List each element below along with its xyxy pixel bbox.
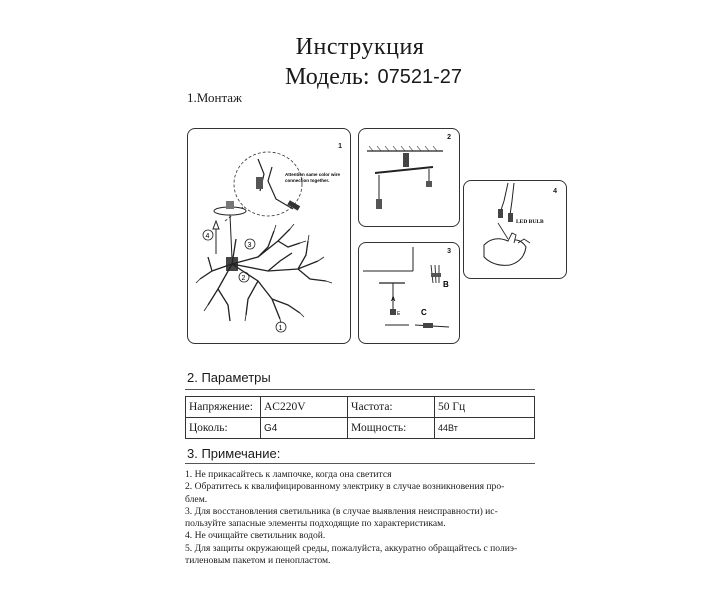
led-bulb-label: LED BULB	[516, 219, 544, 225]
note-line: блем.	[185, 493, 208, 505]
mounting-diagram-panel-3	[358, 242, 460, 344]
socket-label: Цоколь:	[186, 418, 261, 439]
model-label: Модель:	[285, 64, 370, 90]
connector-label-c: C	[421, 308, 427, 317]
step-4-label: 4	[205, 233, 210, 240]
note-line: пользуйте запасные элементы подходящие по характеристикам.	[185, 518, 446, 530]
chandelier-assembly-illustration	[188, 129, 350, 343]
notes-list	[185, 469, 545, 567]
power-label: Мощность:	[348, 418, 435, 439]
divider	[185, 389, 535, 390]
panel-number: 4	[553, 188, 557, 195]
model-line	[285, 64, 462, 91]
parameters-table	[185, 396, 535, 439]
table-row	[186, 418, 535, 439]
step-2-label: 2	[241, 275, 246, 282]
wire-connection-illustration	[359, 243, 459, 343]
note-line: 4. Не очищайте светильник водой.	[185, 530, 326, 542]
note-line: тиленовым пакетом и пенопластом.	[185, 555, 331, 567]
document-title: Инструкция	[295, 34, 425, 60]
panel-number: 3	[447, 248, 451, 255]
power-value: 44Вт	[435, 418, 535, 439]
note-line: 1. Не прикасайтесь к лампочке, когда она светится	[185, 469, 392, 480]
bulb-insertion-illustration	[464, 181, 566, 278]
ceiling-mount-illustration	[359, 129, 459, 226]
voltage-label: Напряжение:	[186, 397, 261, 418]
connector-label-a: A	[391, 297, 396, 303]
mounting-diagram-panel-1	[187, 128, 351, 344]
voltage-value: AC220V	[261, 397, 348, 418]
panel-number: 2	[447, 134, 451, 141]
wire-note-line1: Attention same color wire	[285, 172, 341, 177]
wire-note-line2: connection together.	[285, 178, 330, 183]
connector-label-b: B	[443, 280, 449, 289]
panel-number: 1	[338, 143, 342, 150]
mounting-diagram-panel-2	[358, 128, 460, 227]
frequency-label: Частота:	[348, 397, 435, 418]
note-line: 2. Обратитесь к квалифицированному электрику в случае возникновения про-	[185, 481, 505, 493]
mounting-diagram-panel-4	[463, 180, 567, 279]
model-number: 07521-27	[377, 66, 463, 88]
connector-label-e: E	[397, 311, 401, 317]
socket-value: G4	[261, 418, 348, 439]
note-line: 3. Для восстановления светильника (в случае выявления неисправности) ис-	[185, 505, 498, 517]
note-line: 5. Для защиты окружающей среды, пожалуйста, аккуратно обращайтесь с полиэ-	[185, 542, 518, 554]
section-notes-heading: 3. Примечание:	[187, 446, 281, 461]
divider	[185, 463, 535, 464]
step-1-label: 1	[278, 325, 283, 332]
frequency-value: 50 Гц	[435, 397, 535, 418]
step-3-label: 3	[247, 242, 252, 249]
table-row	[186, 397, 535, 418]
section-parameters-heading: 2. Параметры	[187, 370, 271, 385]
section-mounting-heading: 1.Монтаж	[187, 90, 243, 105]
